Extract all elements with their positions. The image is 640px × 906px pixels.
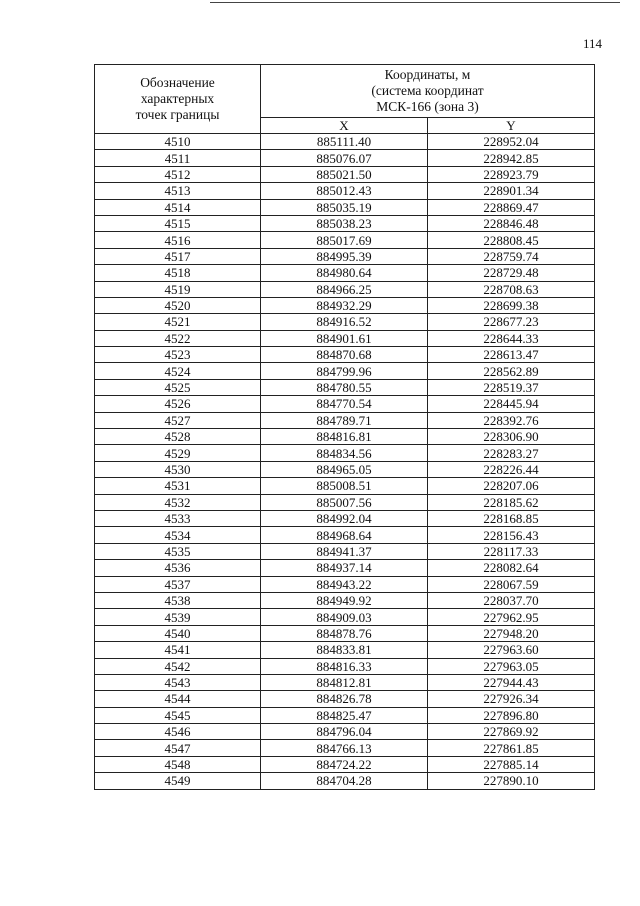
x-coordinate-cell: 885021.50 [261,166,428,182]
table-row [95,363,595,379]
table-row [95,330,595,346]
point-id-cell: 4525 [95,379,261,395]
x-coordinate-cell: 884816.33 [261,658,428,674]
x-coordinate-cell: 885007.56 [261,494,428,510]
table-row [95,445,595,461]
point-id-cell: 4511 [95,150,261,166]
point-id-cell: 4526 [95,396,261,412]
point-id-cell: 4549 [95,773,261,789]
point-id-cell: 4513 [95,183,261,199]
point-id-cell: 4547 [95,740,261,756]
x-coordinate-cell: 884995.39 [261,248,428,264]
x-coordinate-cell: 884901.61 [261,330,428,346]
point-id-cell: 4514 [95,199,261,215]
point-id-cell: 4541 [95,642,261,658]
table-row [95,134,595,150]
y-coordinate-cell: 228923.79 [428,166,595,182]
table-row [95,478,595,494]
y-coordinate-cell: 228156.43 [428,527,595,543]
table-row [95,543,595,559]
x-coordinate-cell: 884878.76 [261,625,428,641]
y-coordinate-cell: 227885.14 [428,756,595,772]
table-row [95,510,595,526]
coordinates-table [94,64,595,790]
x-coordinate-cell: 884909.03 [261,609,428,625]
y-coordinate-cell: 228392.76 [428,412,595,428]
y-coordinate-cell: 227869.92 [428,724,595,740]
point-id-cell: 4533 [95,510,261,526]
x-coordinate-cell: 884770.54 [261,396,428,412]
header-designation-line: характерных [140,91,215,106]
y-coordinate-cell: 227896.80 [428,707,595,723]
table-row [95,609,595,625]
table-row [95,248,595,264]
point-id-cell: 4523 [95,347,261,363]
table-row [95,215,595,231]
y-coordinate-cell: 228901.34 [428,183,595,199]
point-id-cell: 4518 [95,265,261,281]
x-coordinate-cell: 884943.22 [261,576,428,592]
y-coordinate-cell: 228677.23 [428,314,595,330]
x-coordinate-cell: 885076.07 [261,150,428,166]
point-id-cell: 4545 [95,707,261,723]
y-coordinate-cell: 227948.20 [428,625,595,641]
x-coordinate-cell: 884780.55 [261,379,428,395]
x-coordinate-cell: 884704.28 [261,773,428,789]
table-row [95,576,595,592]
x-coordinate-cell: 884941.37 [261,543,428,559]
table-row [95,347,595,363]
point-id-cell: 4544 [95,691,261,707]
point-id-cell: 4522 [95,330,261,346]
x-coordinate-cell: 885008.51 [261,478,428,494]
table-row [95,773,595,789]
x-coordinate-cell: 885111.40 [261,134,428,150]
table-row [95,756,595,772]
x-coordinate-cell: 884965.05 [261,461,428,477]
header-coordinates-line: (система координат [371,83,484,98]
y-coordinate-cell: 228037.70 [428,592,595,608]
point-id-cell: 4515 [95,215,261,231]
table-row [95,658,595,674]
y-coordinate-cell: 228808.45 [428,232,595,248]
point-id-cell: 4530 [95,461,261,477]
y-coordinate-cell: 228613.47 [428,347,595,363]
point-id-cell: 4538 [95,592,261,608]
y-coordinate-cell: 228185.62 [428,494,595,510]
header-designation-line: Обозначение [140,75,215,90]
point-id-cell: 4521 [95,314,261,330]
point-id-cell: 4540 [95,625,261,641]
x-coordinate-cell: 884796.04 [261,724,428,740]
table-body [95,134,595,790]
y-coordinate-cell: 228207.06 [428,478,595,494]
header-coordinates-line: Координаты, м [384,67,471,82]
top-rule [210,2,620,3]
x-coordinate-cell: 884992.04 [261,510,428,526]
x-coordinate-cell: 884724.22 [261,756,428,772]
point-id-cell: 4517 [95,248,261,264]
x-coordinate-cell: 885035.19 [261,199,428,215]
point-id-cell: 4529 [95,445,261,461]
y-coordinate-cell: 228445.94 [428,396,595,412]
table-row [95,625,595,641]
point-id-cell: 4543 [95,674,261,690]
y-coordinate-cell: 228942.85 [428,150,595,166]
y-coordinate-cell: 227926.34 [428,691,595,707]
x-coordinate-cell: 885038.23 [261,215,428,231]
table-row [95,461,595,477]
y-coordinate-cell: 228644.33 [428,330,595,346]
y-coordinate-cell: 228283.27 [428,445,595,461]
point-id-cell: 4548 [95,756,261,772]
y-coordinate-cell: 228869.47 [428,199,595,215]
table-row [95,396,595,412]
y-coordinate-cell: 227890.10 [428,773,595,789]
table-row [95,707,595,723]
y-coordinate-cell: 228708.63 [428,281,595,297]
y-coordinate-cell: 228519.37 [428,379,595,395]
x-coordinate-cell: 884966.25 [261,281,428,297]
point-id-cell: 4519 [95,281,261,297]
table-row [95,691,595,707]
y-coordinate-cell: 227861.85 [428,740,595,756]
header-x: X [261,118,428,134]
table-row [95,740,595,756]
table-row [95,412,595,428]
header-coordinates-line: МСК-166 (зона 3) [376,99,479,114]
point-id-cell: 4536 [95,560,261,576]
table-row [95,183,595,199]
point-id-cell: 4524 [95,363,261,379]
header-designation [95,65,261,134]
point-id-cell: 4527 [95,412,261,428]
y-coordinate-cell: 228082.64 [428,560,595,576]
x-coordinate-cell: 884789.71 [261,412,428,428]
x-coordinate-cell: 884799.96 [261,363,428,379]
header-y: Y [428,118,595,134]
point-id-cell: 4512 [95,166,261,182]
point-id-cell: 4528 [95,429,261,445]
table-row [95,297,595,313]
x-coordinate-cell: 885017.69 [261,232,428,248]
y-coordinate-cell: 227963.05 [428,658,595,674]
x-coordinate-cell: 884826.78 [261,691,428,707]
table-row [95,379,595,395]
point-id-cell: 4510 [95,134,261,150]
point-id-cell: 4516 [95,232,261,248]
y-coordinate-cell: 228759.74 [428,248,595,264]
y-coordinate-cell: 228168.85 [428,510,595,526]
header-coordinates [261,65,595,118]
x-coordinate-cell: 884812.81 [261,674,428,690]
table-row [95,150,595,166]
point-id-cell: 4546 [95,724,261,740]
table-row [95,674,595,690]
y-coordinate-cell: 228562.89 [428,363,595,379]
x-coordinate-cell: 884916.52 [261,314,428,330]
y-coordinate-cell: 228846.48 [428,215,595,231]
x-coordinate-cell: 884833.81 [261,642,428,658]
table-row [95,560,595,576]
y-coordinate-cell: 227963.60 [428,642,595,658]
x-coordinate-cell: 884937.14 [261,560,428,576]
point-id-cell: 4520 [95,297,261,313]
point-id-cell: 4539 [95,609,261,625]
table-row [95,281,595,297]
x-coordinate-cell: 884825.47 [261,707,428,723]
x-coordinate-cell: 884816.81 [261,429,428,445]
y-coordinate-cell: 228729.48 [428,265,595,281]
table-row [95,199,595,215]
x-coordinate-cell: 884932.29 [261,297,428,313]
point-id-cell: 4537 [95,576,261,592]
point-id-cell: 4531 [95,478,261,494]
x-coordinate-cell: 885012.43 [261,183,428,199]
y-coordinate-cell: 228117.33 [428,543,595,559]
y-coordinate-cell: 227944.43 [428,674,595,690]
y-coordinate-cell: 228067.59 [428,576,595,592]
x-coordinate-cell: 884766.13 [261,740,428,756]
y-coordinate-cell: 228226.44 [428,461,595,477]
point-id-cell: 4532 [95,494,261,510]
x-coordinate-cell: 884980.64 [261,265,428,281]
table-row [95,592,595,608]
x-coordinate-cell: 884834.56 [261,445,428,461]
table-row [95,724,595,740]
table-row [95,642,595,658]
table-row [95,494,595,510]
point-id-cell: 4535 [95,543,261,559]
y-coordinate-cell: 227962.95 [428,609,595,625]
table-row [95,265,595,281]
table-row [95,314,595,330]
point-id-cell: 4542 [95,658,261,674]
header-designation-line: точек границы [135,107,220,122]
x-coordinate-cell: 884949.92 [261,592,428,608]
point-id-cell: 4534 [95,527,261,543]
table-row [95,429,595,445]
y-coordinate-cell: 228306.90 [428,429,595,445]
x-coordinate-cell: 884968.64 [261,527,428,543]
x-coordinate-cell: 884870.68 [261,347,428,363]
table-row [95,232,595,248]
y-coordinate-cell: 228952.04 [428,134,595,150]
table-row [95,166,595,182]
y-coordinate-cell: 228699.38 [428,297,595,313]
page-number: 114 [582,36,602,51]
table-row [95,527,595,543]
